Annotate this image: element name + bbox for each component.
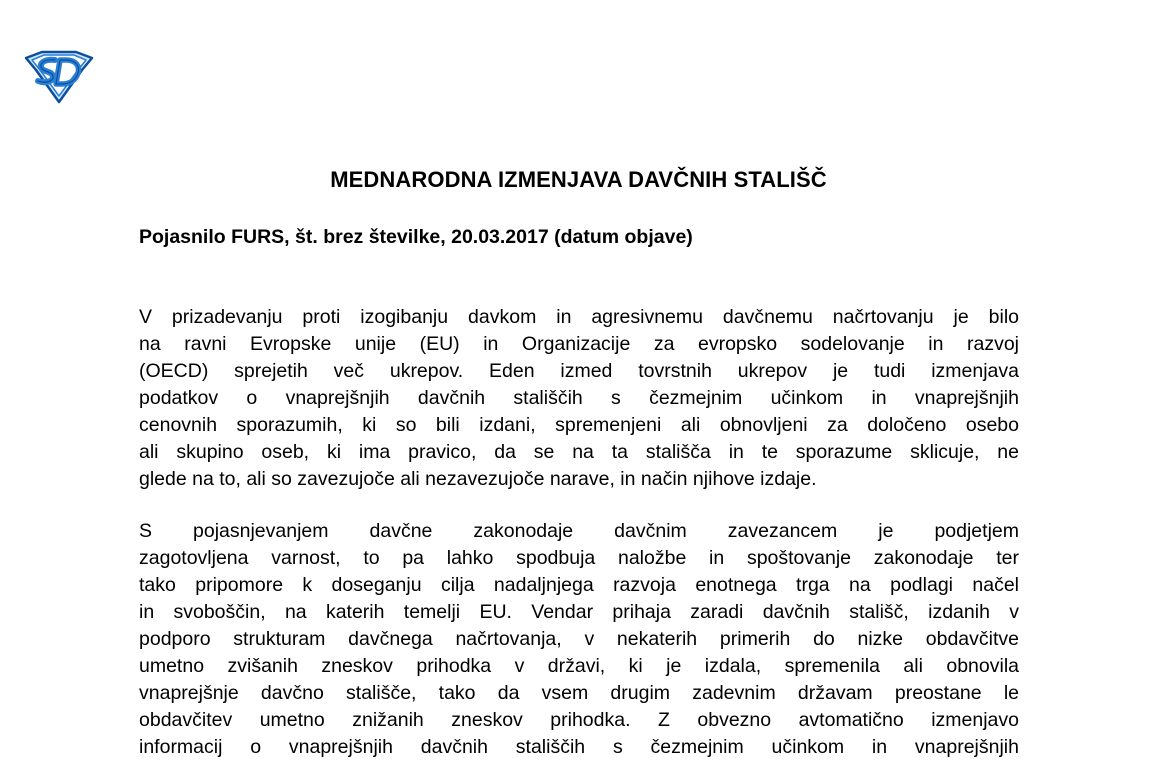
paragraph-line: podatkov o vnaprejšnjih davčnih stališčih s čezmejnim učinkom in vnaprejšnjih	[139, 387, 1019, 409]
paragraph-line: in svoboščin, na katerih temelji EU. Vendar prihaja zaradi davčnih stališč, izdanih v	[139, 601, 1019, 623]
paragraph-line: ali skupino oseb, ki ima pravico, da se na ta stališča in te sporazume sklicuje, ne	[139, 441, 1019, 463]
paragraph-line: glede na to, ali so zavezujoče ali nezavezujoče narave, in način njihove izdaje.	[139, 468, 817, 490]
paragraph-line: (OECD) sprejetih več ukrepov. Eden izmed tovrstnih ukrepov je tudi izmenjava	[139, 360, 1019, 382]
paragraph-line: informacij o vnaprejšnjih davčnih stališčih s čezmejnim učinkom in vnaprejšnjih	[139, 736, 1019, 758]
paragraph-line: obdavčitev umetno znižanih zneskov prihodka. Z obvezno avtomatično izmenjavo	[139, 709, 1019, 731]
paragraph-line: umetno zvišanih zneskov prihodka v državi, ki je izdala, spremenila ali obnovila	[139, 655, 1019, 677]
document-title: MEDNARODNA IZMENJAVA DAVČNIH STALIŠČ	[330, 167, 827, 192]
paragraph-line: na ravni Evropske unije (EU) in Organizacije za evropsko sodelovanje in razvoj	[139, 333, 1019, 355]
paragraph-line: cenovnih sporazumih, ki so bili izdani, spremenjeni ali obnovljeni za določeno osebo	[139, 414, 1019, 436]
sd-logo-icon	[22, 48, 96, 104]
body-paragraph-2	[139, 518, 1019, 761]
paragraph-line: tako pripomore k doseganju cilja nadaljnjega razvoja enotnega trga na podlagi načel	[139, 574, 1019, 596]
paragraph-line: podporo strukturam davčnega načrtovanja, v nekaterih primerih do nizke obdavčitve	[139, 628, 1019, 650]
paragraph-line: S pojasnjevanjem davčne zakonodaje davčnim zavezancem je podjetjem	[139, 520, 1019, 542]
document-subtitle: Pojasnilo FURS, št. brez številke, 20.03.2017 (datum objave)	[139, 226, 693, 248]
paragraph-line: V prizadevanju proti izogibanju davkom in agresivnemu davčnemu načrtovanju je bilo	[139, 306, 1019, 328]
body-paragraph-1	[139, 304, 1019, 493]
paragraph-line: zagotovljena varnost, to pa lahko spodbuja naložbe in spoštovanje zakonodaje ter	[139, 547, 1019, 569]
paragraph-line: vnaprejšnje davčno stališče, tako da vsem drugim zadevnim državam preostane le	[139, 682, 1019, 704]
